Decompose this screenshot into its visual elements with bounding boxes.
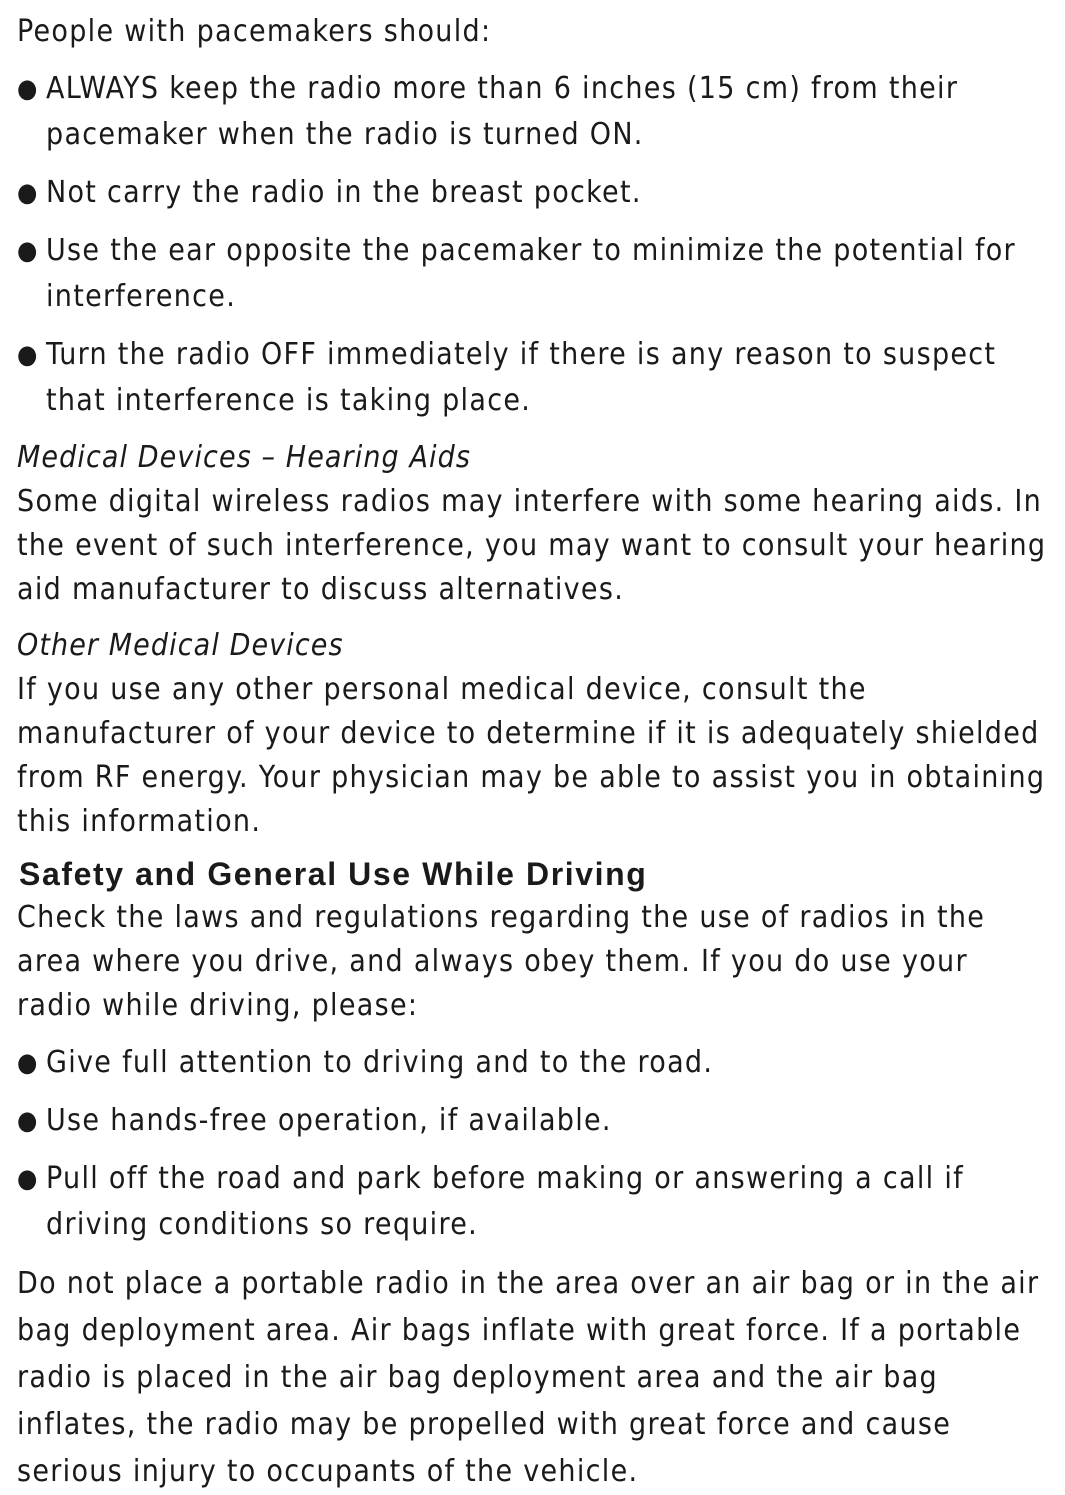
list-item (17, 66, 1052, 158)
list-item-text: Not carry the radio in the breast pocket. (46, 175, 642, 210)
list-item (17, 1098, 1052, 1144)
driving-bullet-list (17, 1040, 1052, 1248)
bullet-icon: ● (17, 1106, 39, 1136)
list-item-text: Use the ear opposite the pacemaker to minimize the potential for interference. (46, 233, 1016, 314)
pacemaker-bullet-list (17, 66, 1052, 424)
list-item-text: ALWAYS keep the radio more than 6 inches (15 cm) from their pacemaker when the radio is turned ON. (46, 71, 959, 152)
list-item (17, 170, 1052, 216)
pacemakers-intro: People with pacemakers should: (17, 14, 492, 49)
list-item (17, 1156, 1052, 1248)
other-devices-body: If you use any other personal medical device, consult the manufacturer of your device to determine if it is adequately shielded from RF energy. Your physician may be able to assist you in obtaining this information. (17, 672, 1046, 839)
driving-section-title: Safety and General Use While Driving (19, 856, 648, 892)
document-page (17, 10, 1052, 1495)
list-item-text: Turn the radio OFF immediately if there is any reason to suspect that interference is taking place. (46, 337, 997, 418)
hearing-aids-heading: Medical Devices – Hearing Aids (17, 440, 472, 475)
hearing-aids-body: Some digital wireless radios may interfere with some hearing aids. In the event of such interference, you may want to consult your hearing aid manufacturer to discuss alternatives. (17, 484, 1047, 607)
bullet-icon: ● (17, 1164, 39, 1194)
list-item-text: Give full attention to driving and to the road. (46, 1045, 714, 1080)
list-item (17, 1040, 1052, 1086)
list-item (17, 228, 1052, 320)
bullet-icon: ● (17, 340, 39, 370)
bullet-icon: ● (17, 74, 39, 104)
bullet-icon: ● (17, 1048, 39, 1078)
airbag-warning: Do not place a portable radio in the area over an air bag or in the air bag deployment area. Air bags inflate with great force. If a portable radio is placed in the air bag deployment area and the air bag inflates, the radio may be propelled with great force and cause serious injury to occupants of the vehicle. (17, 1266, 1040, 1489)
other-devices-heading: Other Medical Devices (17, 628, 344, 663)
bullet-icon: ● (17, 178, 39, 208)
list-item-text: Use hands-free operation, if available. (46, 1103, 612, 1138)
driving-intro: Check the laws and regulations regarding the use of radios in the area where you drive, and always obey them. If you do use your radio while driving, please: (17, 900, 986, 1023)
list-item-text: Pull off the road and park before making or answering a call if driving conditions so require. (46, 1161, 964, 1242)
bullet-icon: ● (17, 236, 39, 266)
list-item (17, 332, 1052, 424)
